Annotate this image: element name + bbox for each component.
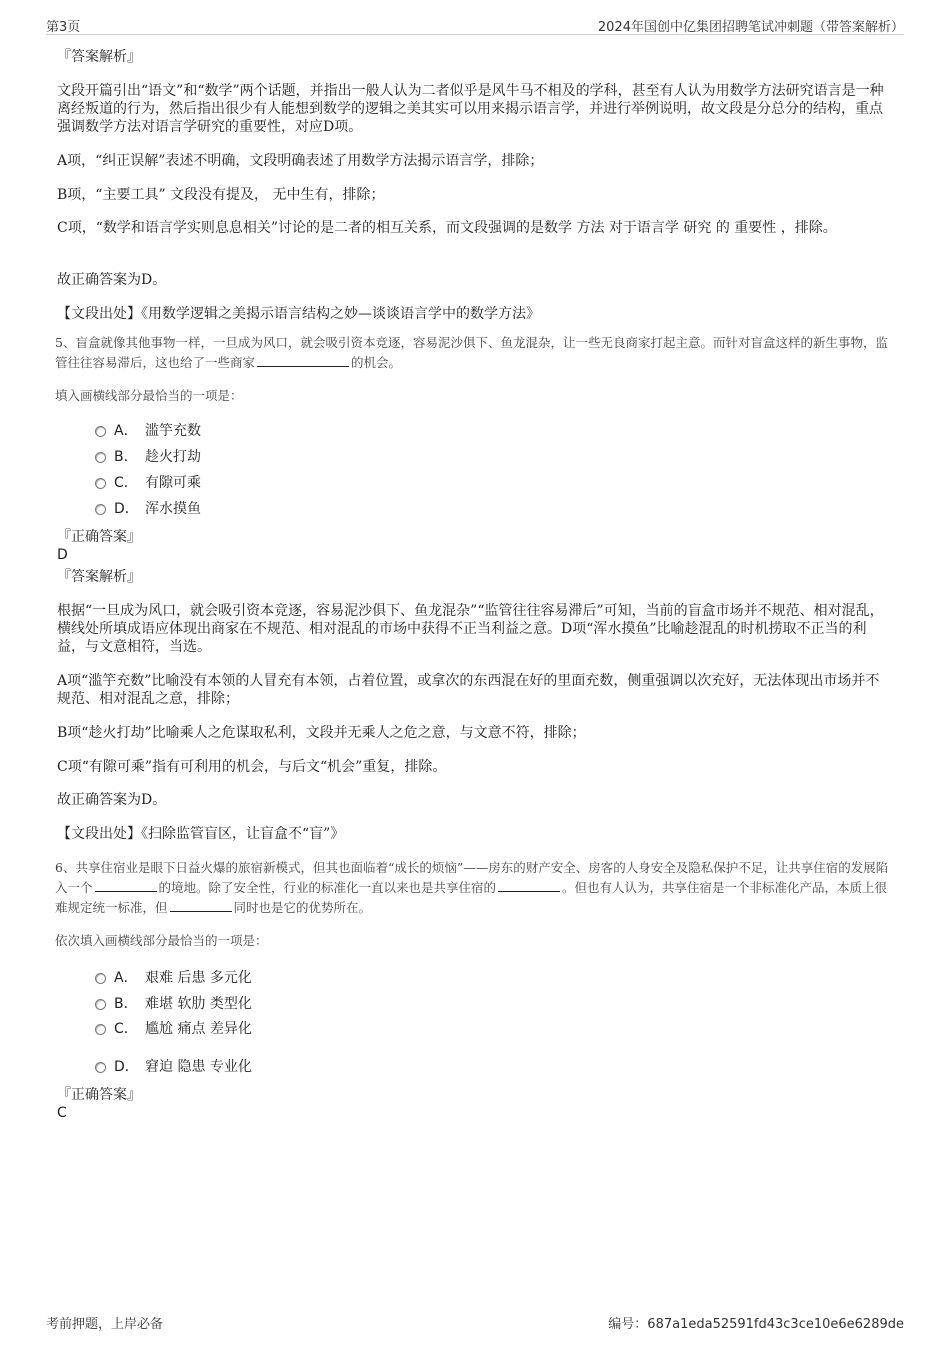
option-text: 难堪 软肋 类型化 — [145, 996, 252, 1012]
option-key: C． — [114, 1021, 138, 1037]
q6-prompt: 依次填入画横线部分最恰当的一项是： — [55, 933, 268, 948]
q6-blank-2 — [498, 879, 560, 892]
radio-button[interactable] — [95, 999, 106, 1010]
radio-button[interactable] — [95, 452, 106, 463]
option-key: C． — [114, 475, 138, 491]
radio-button[interactable] — [95, 478, 106, 489]
q5-analysis-option-a: A项“滥竽充数”比喻没有本领的人冒充有本领，占着位置，或拿次的东西混在好的里面充数，侧重强调以次充好，无法体现出市场并不规范、相对混乱之意，排除； — [57, 673, 880, 707]
q6-answer: C — [57, 1105, 67, 1121]
q5-blank — [257, 354, 349, 367]
option-text: 尴尬 痛点 差异化 — [145, 1021, 252, 1037]
option-text: 艰难 后患 多元化 — [145, 970, 252, 986]
q5-source: 【文段出处】《扫除监管盲区，让盲盒不“盲”》 — [57, 826, 345, 842]
q6-stem-text-1: 6、共享住宿业是眼下日益火爆的旅宿新模式，但其也面临着“成长的烦恼”——房东的财产安全、房客的人身安全及隐私保护不足，让共享住宿的发展陷入一个 — [55, 860, 889, 895]
q5-analysis-option-b: B项“趁火打劫”比喻乘人之危谋取私利，文段并无乘人之危之意，与文意不符，排除； — [57, 725, 586, 741]
option-key: D． — [114, 1059, 139, 1075]
option-key: B． — [114, 996, 138, 1012]
option-key: A． — [114, 423, 138, 439]
radio-button[interactable] — [95, 426, 106, 437]
document-title: 2024年国创中亿集团招聘笔试冲刺题（带答案解析） — [597, 20, 904, 35]
option-text: 浑水摸鱼 — [145, 501, 201, 517]
q5-conclusion: 故正确答案为D。 — [57, 792, 167, 808]
q5-analysis-paragraph: 根据“一旦成为风口，就会吸引资本竞逐，容易泥沙俱下、鱼龙混杂”“监管往往容易滞后”可知，当前的盲盒市场并不规范、相对混乱，横线处所填成语应体现出商家在不规范、相对混乱的市场中获得不正当利益之意。D项“浑水摸鱼”比喻趁混乱的时机捞取不正当的利益，与文意相符，当选。 — [57, 603, 884, 655]
option-text: 趁火打劫 — [145, 449, 201, 465]
q5-stem — [55, 333, 890, 373]
q4-source: 【文段出处】《用数学逻辑之美揭示语言结构之妙—谈谈语言学中的数学方法》 — [57, 306, 540, 322]
radio-button[interactable] — [95, 1062, 106, 1073]
q6-stem-text-2: 的境地。除了安全性，行业的标准化一直以来也是共享住宿的 — [158, 880, 497, 895]
option-key: B． — [114, 449, 138, 465]
q5-answer: D — [57, 547, 68, 563]
q4-analysis-paragraph: 文段开篇引出“语文”和“数学”两个话题，并指出一般人认为二者似乎是风牛马不相及的学科，甚至有人认为用数学方法研究语言是一种离经叛道的行为，然后指出很少有人能想到数学的逻辑之美其实可以用来揭示语言学，并进行举例说明，故文段是分总分的结构，重点强调数学方法对语言学研究的重要性，对应D项。 — [57, 83, 884, 135]
page-footer — [46, 1313, 904, 1333]
q5-analysis-label: 『答案解析』 — [57, 569, 141, 585]
q4-analysis-option-b: B项，“主要工具” 文段没有提及， 无中生有，排除； — [57, 187, 385, 203]
q5-answer-label: 『正确答案』 — [57, 529, 141, 545]
footer-slogan: 考前押题，上岸必备 — [46, 1317, 164, 1332]
option-key: A． — [114, 970, 138, 986]
q4-analysis-option-a: A项，“纠正误解”表述不明确，文段明确表述了用数学方法揭示语言学，排除； — [57, 153, 544, 169]
page-header — [46, 14, 904, 35]
q6-stem-text-4: 同时也是它的优势所在。 — [233, 900, 372, 915]
q5-stem-tail: 的机会。 — [351, 355, 402, 370]
radio-button[interactable] — [95, 504, 106, 515]
q6-answer-label: 『正确答案』 — [57, 1087, 141, 1103]
q4-conclusion: 故正确答案为D。 — [57, 272, 167, 288]
q5-prompt: 填入画横线部分最恰当的一项是： — [55, 388, 243, 403]
footer-serial: 编号：687a1eda52591fd43c3ce10e6e6289de — [608, 1317, 904, 1332]
radio-button[interactable] — [95, 1024, 106, 1035]
option-key: D． — [114, 501, 139, 517]
page-number: 第3页 — [46, 20, 81, 35]
q5-stem-text: 5、盲盒就像其他事物一样，一旦成为风口，就会吸引资本竞逐，容易泥沙俱下、鱼龙混杂，让一些无良商家打起主意。而针对盲盒这样的新生事物，监管往往容易滞后，这也给了一些商家 — [55, 335, 888, 370]
q6-stem — [55, 858, 890, 918]
option-text: 有隙可乘 — [145, 475, 201, 491]
radio-button[interactable] — [95, 973, 106, 984]
q5-analysis-option-c: C项“有隙可乘”指有可利用的机会，与后文“机会”重复，排除。 — [57, 759, 447, 775]
q4-analysis-option-c: C项，“数学和语言学实则息息相关”讨论的是二者的相互关系，而文段强调的是数学 方法 对于语言学 研究 的 重要性 ，排除。 — [57, 220, 837, 236]
q4-analysis-label: 『答案解析』 — [57, 49, 141, 65]
q6-blank-1 — [95, 879, 157, 892]
q6-stem-text-3: 。但也有人认为，共享住宿是一个非标准化产品，本质上很难规定统一标准，但 — [55, 880, 888, 915]
option-text: 窘迫 隐患 专业化 — [145, 1059, 252, 1075]
q6-blank-3 — [170, 899, 232, 912]
option-text: 滥竽充数 — [145, 423, 201, 439]
